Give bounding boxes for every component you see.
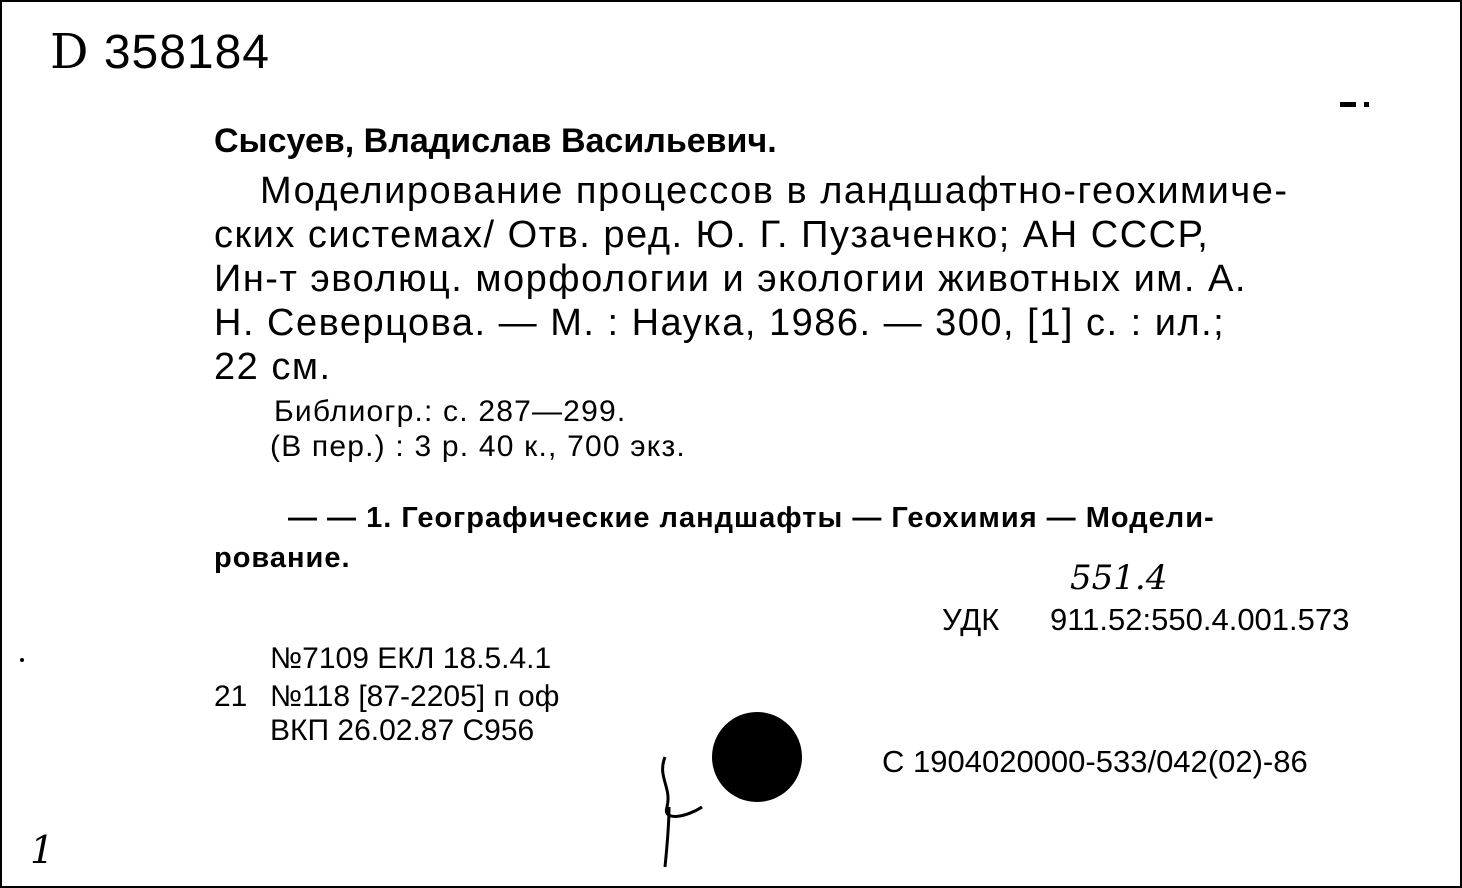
punched-hole-dot (712, 712, 802, 802)
handwritten-classification: 551.4 (1070, 558, 1168, 598)
bibliography-note: Библиогр.: с. 287—299. (274, 395, 627, 428)
record-line-2: №118 [87-2205] п оф (270, 680, 560, 713)
corner-mark-dot (1364, 102, 1369, 107)
title-line-1: Моделирование процессов в ландшафтно-геохимиче- (260, 170, 1289, 212)
inventory-header (50, 24, 270, 80)
title-line-5: 22 см. (214, 346, 332, 388)
title-line-4: Н. Северцова. — М. : Наука, 1986. — 300, [1] с. : ил.; (214, 302, 1226, 344)
inventory-mark: D (50, 24, 90, 80)
subject-heading-line-1: — — 1. Географические ландшафты — Геохимия — Модели- (288, 502, 1215, 534)
subject-heading-line-2: рование. (214, 542, 351, 574)
price-note: (В пер.) : 3 р. 40 к., 700 экз. (270, 430, 686, 463)
udc-value: 911.52:550.4.001.573 (1050, 602, 1350, 637)
inventory-number: 358184 (103, 26, 270, 79)
record-line-1: №7109 ЕКЛ 18.5.4.1 (270, 642, 552, 675)
udc-label: УДК (942, 602, 1000, 637)
title-line-3: Ин-т эволюц. морфологии и экологии животных им. А. (214, 258, 1247, 300)
author-name: Сысуев, Владислав Васильевич. (214, 122, 777, 160)
handwritten-mark (647, 747, 717, 872)
catalog-code: С 1904020000-533/042(02)-86 (882, 744, 1308, 779)
corner-mark (1340, 102, 1356, 107)
handwritten-page-number: 1 (30, 828, 55, 872)
margin-dot (20, 658, 24, 662)
record-prefix: 21 (214, 680, 248, 713)
title-line-2: ских системах/ Отв. ред. Ю. Г. Пузаченко; АН СССР, (214, 214, 1210, 256)
record-line-3: ВКП 26.02.87 С956 (270, 714, 535, 747)
